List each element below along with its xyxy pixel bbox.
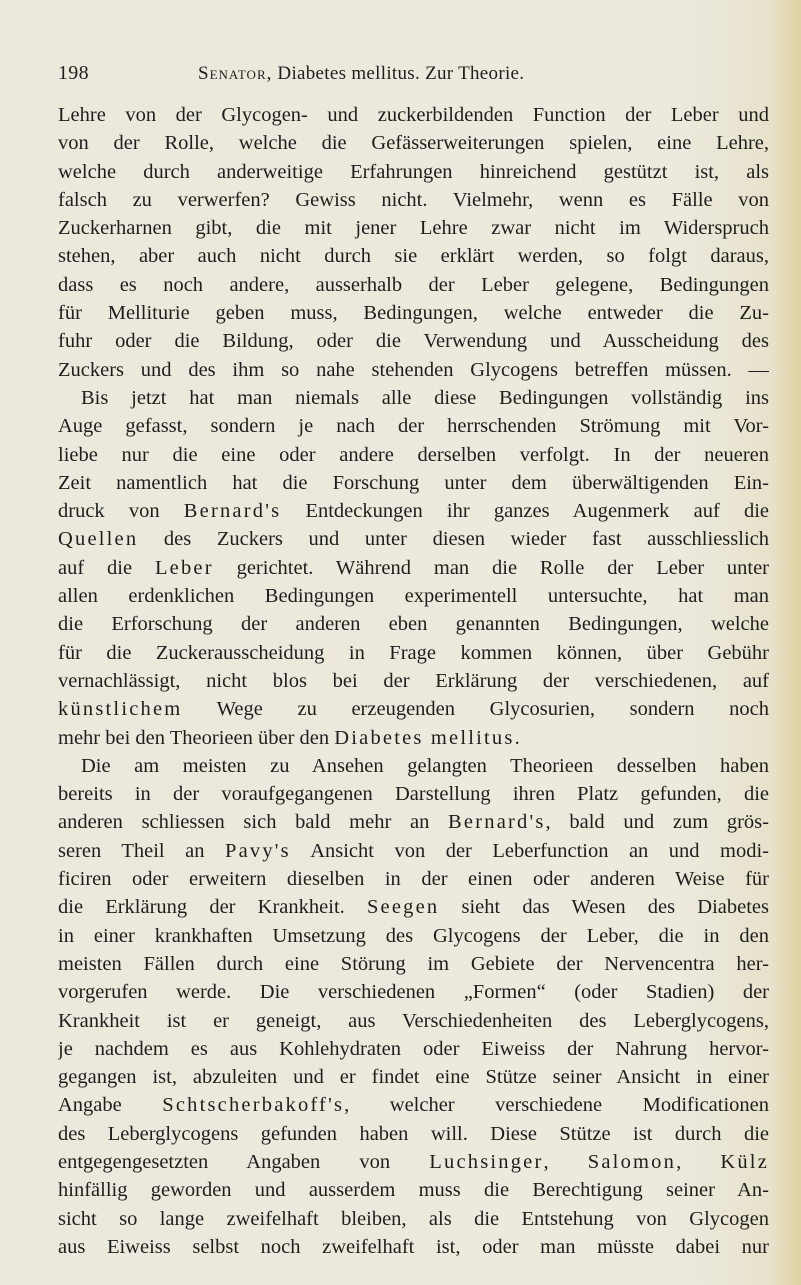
spaced-emphasis: Bernard's	[183, 500, 282, 523]
text-line	[58, 1233, 769, 1261]
text-line	[58, 101, 769, 129]
text-run: je nachdem es aus Kohlehydraten oder Eiweiss der Nahrung hervor-	[58, 1037, 769, 1060]
text-line	[58, 1035, 769, 1063]
text-line	[58, 469, 769, 497]
text-line	[58, 497, 769, 525]
text-line	[58, 412, 769, 440]
text-run: von der Rolle, welche die Gefässerweiterungen spielen, eine Lehre,	[58, 132, 769, 155]
text-line	[58, 667, 769, 695]
text-line	[58, 1205, 769, 1233]
text-run: Krankheit ist er geneigt, aus Verschiedenheiten des Leberglycogens,	[58, 1009, 769, 1032]
spaced-emphasis: Külz	[720, 1150, 769, 1173]
text-run: die Erklärung der Krankheit.	[58, 896, 367, 919]
text-run: ficiren oder erweitern dieselben in der einen oder anderen Weise für	[58, 868, 769, 891]
text-run: entgegengesetzten Angaben von	[58, 1150, 430, 1173]
text-line	[58, 582, 769, 610]
spaced-emphasis: Bernard's	[448, 811, 546, 834]
text-run: stehen, aber auch nicht durch sie erklärt werden, so folgt daraus,	[58, 245, 769, 268]
text-line	[58, 1007, 769, 1035]
spaced-emphasis: Diabetes mellitus.	[334, 726, 522, 749]
text-line	[58, 1120, 769, 1148]
text-line	[58, 214, 769, 242]
spaced-emphasis: Leber	[154, 556, 214, 579]
text-run: ,	[543, 1150, 588, 1173]
text-run: vernachlässigt, nicht blos bei der Erklärung der verschiedenen, auf	[58, 669, 769, 692]
text-run: meisten Fällen durch eine Störung im Gebiete der Nervencentra her-	[58, 952, 769, 975]
text-line	[58, 158, 769, 186]
text-line	[58, 610, 769, 638]
text-run: Zuckerharnen gibt, die mit jener Lehre zwar nicht im Widerspruch	[58, 217, 769, 240]
page-edge-stain	[775, 0, 801, 1285]
text-run: sieht das Wesen des Diabetes	[439, 896, 769, 919]
text-run: Lehre von der Glycogen- und zuckerbildenden Function der Leber und	[58, 104, 769, 126]
text-line	[58, 356, 769, 384]
text-line	[58, 865, 769, 893]
text-run: Entdeckungen ihr ganzes Augenmerk auf die	[281, 500, 769, 523]
text-line	[58, 808, 769, 836]
running-head-author: Senator,	[198, 63, 273, 84]
text-run: Angabe	[58, 1094, 163, 1117]
spaced-emphasis: Salomon	[587, 1150, 677, 1173]
text-run: , welcher verschiedene Modificationen	[344, 1094, 769, 1117]
text-line	[58, 1063, 769, 1091]
text-run: für Melliturie geben muss, Bedingungen, welche entweder die Zu-	[58, 302, 769, 325]
text-line	[58, 922, 769, 950]
text-line	[58, 1148, 769, 1176]
spaced-emphasis: künstlichem	[58, 698, 183, 721]
spaced-emphasis: Luchsinger	[429, 1150, 544, 1173]
text-run: Die am meisten zu Ansehen gelangten Theorieen desselben haben	[81, 754, 769, 777]
text-line	[58, 724, 769, 752]
running-header	[58, 62, 771, 88]
body-text	[58, 101, 769, 1261]
text-run: die Erforschung der anderen eben genannten Bedingungen, welche	[58, 613, 769, 636]
text-line	[58, 752, 769, 780]
text-run: Zeit namentlich hat die Forschung unter dem überwältigenden Ein-	[58, 471, 769, 494]
text-run: gerichtet. Während man die Rolle der Leber unter	[213, 556, 769, 579]
text-run: ,	[676, 1150, 721, 1173]
text-run: vorgerufen werde. Die verschiedenen „Formen“ (oder Stadien) der	[58, 981, 769, 1004]
text-run: Zuckers und des ihm so nahe stehenden Glycogens betreffen müssen. —	[58, 358, 769, 381]
text-run: für die Zuckerausscheidung in Frage kommen können, über Gebühr	[58, 641, 769, 664]
text-run: Bis jetzt hat man niemals alle diese Bedingungen vollständig ins	[81, 386, 769, 409]
text-run: Wege zu erzeugenden Glycosurien, sondern noch	[182, 698, 769, 721]
text-run: gegangen ist, abzuleiten und er findet eine Stütze seiner Ansicht in einer	[58, 1066, 769, 1089]
text-run: aus Eiweiss selbst noch zweifelhaft ist, oder man müsste dabei nur	[58, 1235, 769, 1258]
text-run: bereits in der voraufgegangenen Darstellung ihren Platz gefunden, die	[58, 783, 769, 806]
text-run: dass es noch andere, ausserhalb der Leber gelegene, Bedingungen	[58, 273, 769, 296]
text-run: anderen schliessen sich bald mehr an	[58, 811, 449, 834]
text-line	[58, 695, 769, 723]
text-line	[58, 242, 769, 270]
spaced-emphasis: Quellen	[58, 528, 139, 551]
text-run: allen erdenklichen Bedingungen experimentell untersuchte, hat man	[58, 585, 769, 608]
text-run: in einer krankhaften Umsetzung des Glycogens der Leber, die in den	[58, 924, 769, 947]
text-line	[58, 950, 769, 978]
text-run: hinfällig geworden und ausserdem muss die Berechtigung seiner An-	[58, 1179, 769, 1202]
text-line	[58, 299, 769, 327]
text-line	[58, 893, 769, 921]
text-run: des Leberglycogens gefunden haben will. Diese Stütze ist durch die	[58, 1122, 769, 1145]
text-run: auf die	[58, 556, 155, 579]
text-run: sicht so lange zweifelhaft bleiben, als die Entstehung von Glycogen	[58, 1207, 769, 1230]
text-run: fuhr oder die Bildung, oder die Verwendung und Ausscheidung des	[58, 330, 769, 353]
text-run: Auge gefasst, sondern je nach der herrschenden Strömung mit Vor-	[58, 415, 769, 438]
spaced-emphasis: Schtscherbakoff's	[162, 1094, 345, 1117]
spaced-emphasis: Seegen	[366, 896, 440, 919]
text-run: des Zuckers und unter diesen wieder fast ausschliesslich	[138, 528, 769, 551]
text-line	[58, 441, 769, 469]
text-line	[58, 384, 769, 412]
text-line	[58, 978, 769, 1006]
text-line	[58, 639, 769, 667]
text-line	[58, 837, 769, 865]
text-line	[58, 271, 769, 299]
text-run: druck von	[58, 500, 184, 523]
text-line	[58, 327, 769, 355]
running-head	[198, 63, 524, 85]
text-run: Ansicht von der Leberfunction an und modi-	[290, 839, 769, 862]
text-line	[58, 525, 769, 553]
text-line	[58, 1091, 769, 1119]
page-number: 198	[58, 62, 89, 84]
text-run: liebe nur die eine oder andere derselben verfolgt. In der neueren	[58, 443, 769, 466]
spaced-emphasis: Pavy's	[224, 839, 291, 862]
text-line	[58, 129, 769, 157]
running-head-title: Diabetes mellitus. Zur Theorie.	[277, 63, 525, 84]
text-line	[58, 554, 769, 582]
text-line	[58, 1176, 769, 1204]
text-run: , bald und zum grös-	[545, 811, 769, 834]
text-run: mehr bei den Theorieen über den	[58, 726, 335, 749]
text-run: seren Theil an	[58, 839, 225, 862]
text-line	[58, 780, 769, 808]
text-run: falsch zu verwerfen? Gewiss nicht. Vielmehr, wenn es Fälle von	[58, 188, 769, 211]
text-run: welche durch anderweitige Erfahrungen hinreichend gestützt ist, als	[58, 160, 769, 183]
text-line	[58, 186, 769, 214]
